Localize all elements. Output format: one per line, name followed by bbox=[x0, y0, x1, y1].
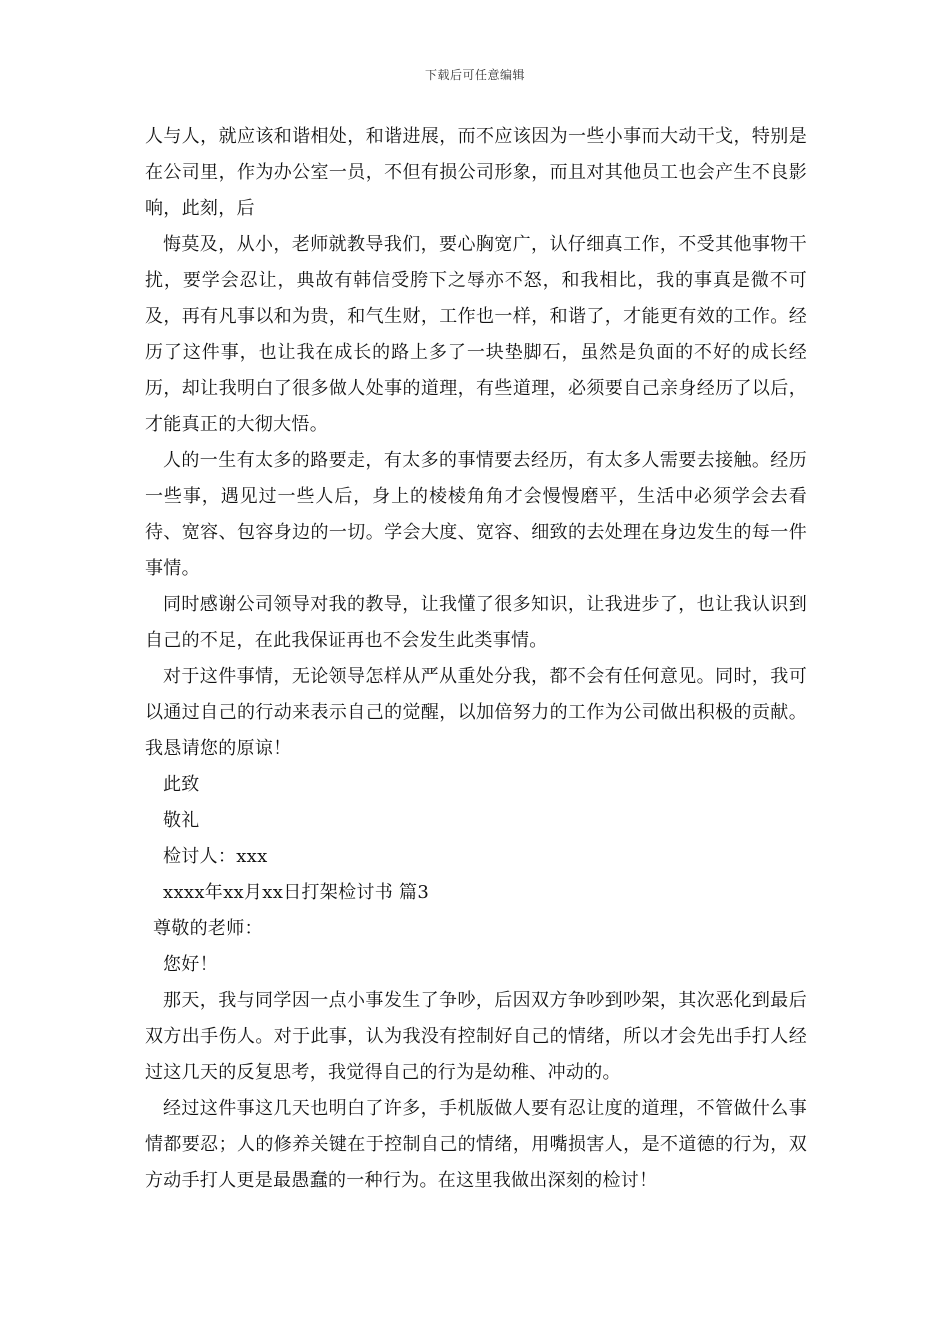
greeting: 您好！ bbox=[163, 954, 218, 975]
paragraph: 同时感谢公司领导对我的教导，让我懂了很多知识，让我进步了，也让我认识到自己的不足，在此我保证再也不会发生此类事情。 bbox=[145, 594, 807, 651]
page-header-note: 下载后可任意编辑 bbox=[424, 68, 525, 82]
closing-line: 敬礼 bbox=[163, 810, 200, 831]
document-body bbox=[145, 119, 807, 1199]
paragraph: 经过这件事这几天也明白了许多，手机版做人要有忍让度的道理，不管做什么事情都要忍；人的修养关键在于控制自己的情绪，用嘴损害人，是不道德的行为，双方动手打人更是最愚蠢的一种行为。在这里我做出深刻的检讨！ bbox=[145, 1098, 807, 1191]
closing-line: 此致 bbox=[163, 774, 200, 795]
salutation: 尊敬的老师： bbox=[153, 918, 263, 939]
paragraph: 人与人，就应该和谐相处，和谐进展，而不应该因为一些小事而大动干戈，特别是在公司里，作为办公室一员，不但有损公司形象，而且对其他员工也会产生不良影响，此刻，后 bbox=[145, 126, 807, 219]
signature-line: 检讨人：xxx bbox=[163, 846, 268, 867]
date-title-line: xxxx年xx月xx日打架检讨书 篇3 bbox=[163, 882, 430, 903]
paragraph: 悔莫及，从小，老师就教导我们，要心胸宽广，认仔细真工作，不受其他事物干扰，要学会忍让，典故有韩信受胯下之辱亦不怒，和我相比，我的事真是微不可及，再有凡事以和为贵，和气生财，工作也一样，和谐了，才能更有效的工作。经历了这件事，也让我在成长的路上多了一块垫脚石，虽然是负面的不好的成长经历，却让我明白了很多做人处事的道理，有些道理，必须要自己亲身经历了以后，才能真正的大彻大悟。 bbox=[145, 234, 807, 435]
paragraph: 那天，我与同学因一点小事发生了争吵，后因双方争吵到吵架，其次恶化到最后双方出手伤人。对于此事，认为我没有控制好自己的情绪，所以才会先出手打人经过这几天的反复思考，我觉得自己的行为是幼稚、冲动的。 bbox=[145, 990, 807, 1083]
paragraph: 人的一生有太多的路要走，有太多的事情要去经历，有太多人需要去接触。经历一些事，遇见过一些人后，身上的棱棱角角才会慢慢磨平，生活中必须学会去看待、宽容、包容身边的一切。学会大度、宽容、细致的去处理在身边发生的每一件事情。 bbox=[145, 450, 807, 579]
paragraph: 对于这件事情，无论领导怎样从严从重处分我，都不会有任何意见。同时，我可以通过自己的行动来表示自己的觉醒，以加倍努力的工作为公司做出积极的贡献。我恳请您的原谅！ bbox=[145, 666, 807, 759]
